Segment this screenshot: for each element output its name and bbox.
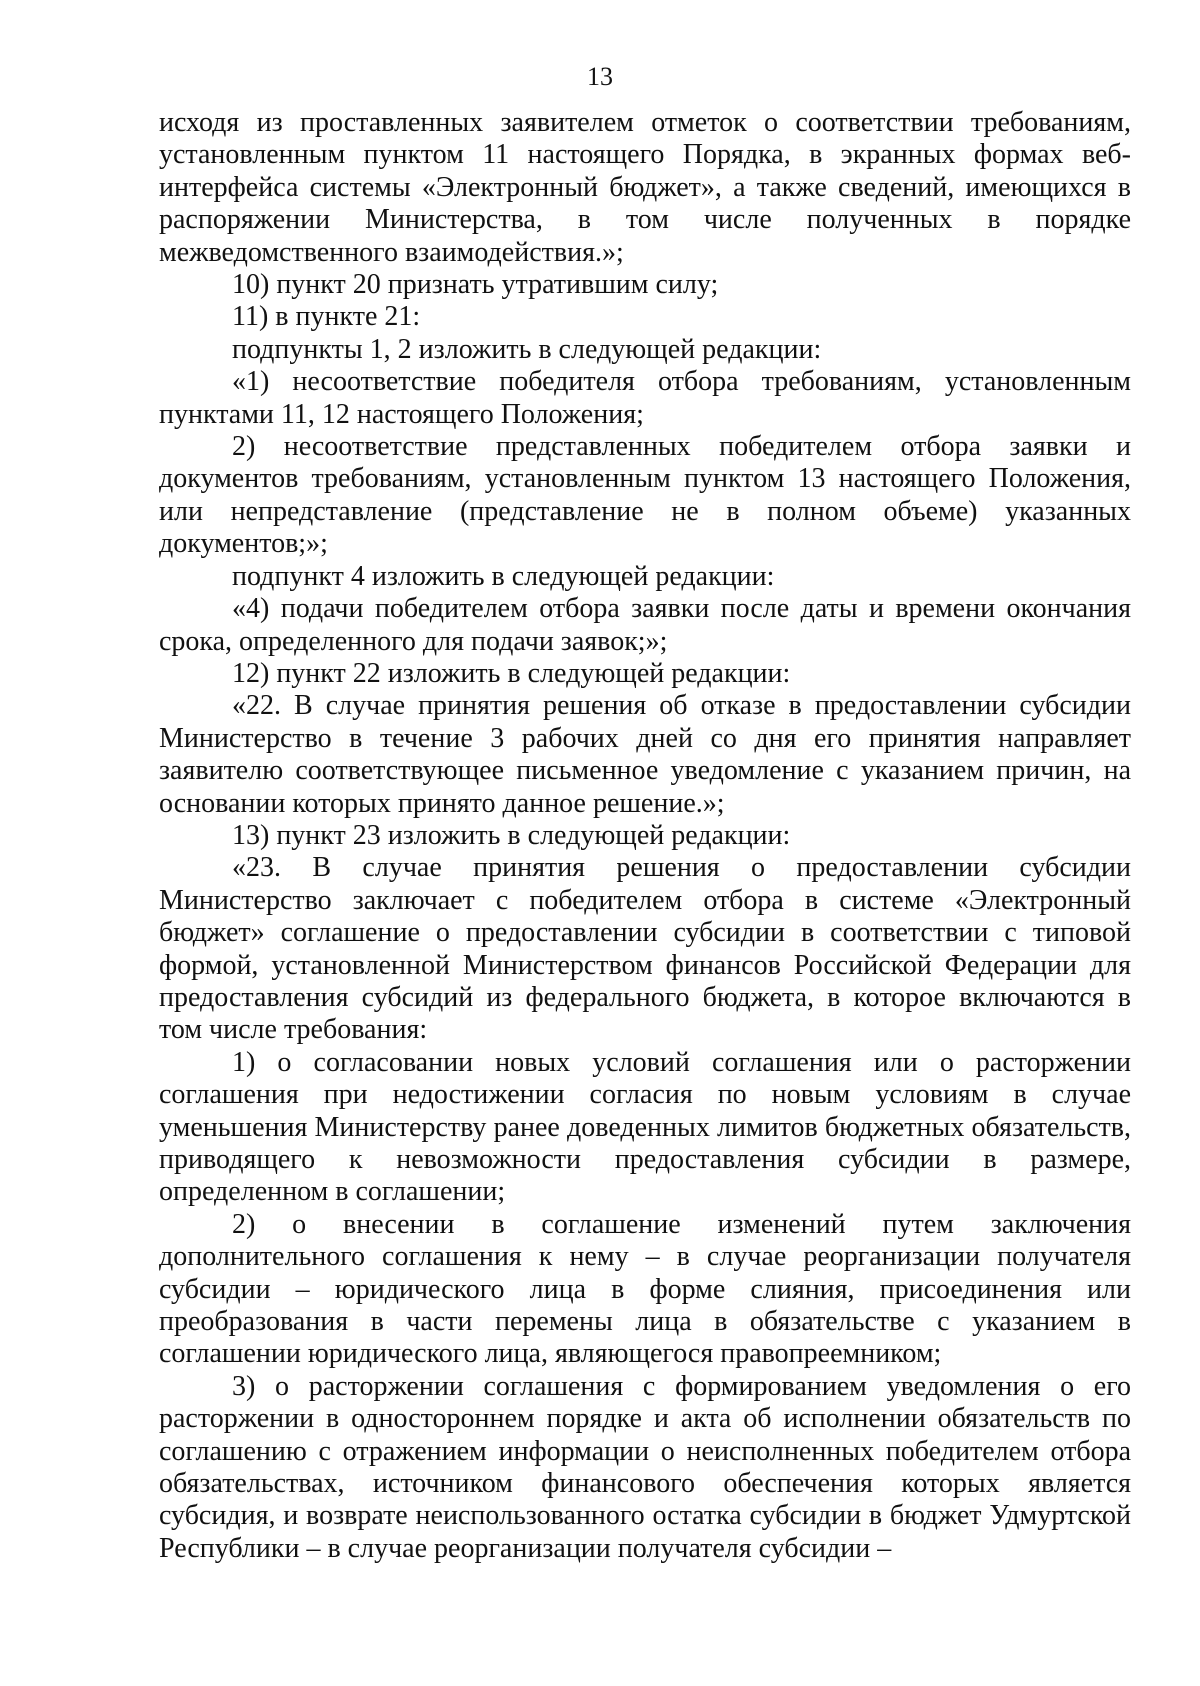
paragraph-clause-22: «22. В случае принятия решения об отказе в предоставлении субсидии Министерство в течение 3 рабочих дней со дня его принятия направляет заявителю соответствующее письменное уведомление с указанием причин, на основании которых принято данное решение.»;	[159, 690, 1131, 819]
paragraph-item-13: 13) пункт 23 изложить в следующей редакции:	[232, 819, 791, 851]
paragraph-subitem-4: «4) подачи победителем отбора заявки после даты и времени окончания срока, определенного для подачи заявок;»;	[159, 593, 1131, 657]
paragraph-requirement-2: 2) о внесении в соглашение изменений путем заключения дополнительного соглашения к нему – в случае реорганизации получателя субсидии – юридического лица в форме слияния, присоединения или преобразования в части перемены лица в обязательстве с указанием в соглашении юридического лица, являющегося правопреемником;	[159, 1208, 1131, 1370]
paragraph-subitem-4-intro: подпункт 4 изложить в следующей редакции:	[232, 560, 775, 592]
paragraph-item-11: 11) в пункте 21:	[232, 301, 421, 333]
page-number: 13	[587, 62, 613, 91]
paragraph-requirement-1: 1) о согласовании новых условий соглашения или о расторжении соглашения при недостижении согласия по новым условиям в случае уменьшения Министерству ранее доведенных лимитов бюджетных обязательств, приводящего к невозможности предоставления субсидии в размере, определенном в соглашении;	[159, 1046, 1131, 1208]
paragraph-requirement-3: 3) о расторжении соглашения с формированием уведомления о его расторжении в одностороннем порядке и акта об исполнении обязательств по соглашению с отражением информации о неисполненных победителем отбора обязательствах, источником финансового обеспечения которых является субсидия, и возврате неиспользованного остатка субсидии в бюджет Удмуртской Республики – в случае реорганизации получателя субсидии –	[159, 1370, 1131, 1564]
paragraph-subitems-1-2-intro: подпункты 1, 2 изложить в следующей редакции:	[232, 333, 822, 365]
paragraph-continuation: исходя из проставленных заявителем отметок о соответствии требованиям, установленным пунктом 11 настоящего Порядка, в экранных формах веб-интерфейса системы «Электронный бюджет», а также сведений, имеющихся в распоряжении Министерства, в том числе полученных в порядке межведомственного взаимодействия.»;	[159, 107, 1131, 268]
paragraph-clause-23: «23. В случае принятия решения о предоставлении субсидии Министерство заключает с победителем отбора в системе «Электронный бюджет» соглашение о предоставлении субсидии в соответствии с типовой формой, установленной Министерством финансов Российской Федерации для предоставления субсидий из федерального бюджета, в которое включаются в том числе требования:	[159, 852, 1131, 1046]
document-body	[159, 107, 1131, 1565]
paragraph-item-10: 10) пункт 20 признать утратившим силу;	[232, 269, 719, 301]
paragraph-subitem-2: 2) несоответствие представленных победителем отбора заявки и документов требованиям, установленным пунктом 13 настоящего Положения, или непредставление (представление не в полном объеме) указанных документов;»;	[159, 431, 1131, 560]
paragraph-item-12: 12) пункт 22 изложить в следующей редакции:	[232, 657, 791, 689]
paragraph-subitem-1: «1) несоответствие победителя отбора требованиям, установленным пунктами 11, 12 настоящего Положения;	[159, 366, 1131, 430]
